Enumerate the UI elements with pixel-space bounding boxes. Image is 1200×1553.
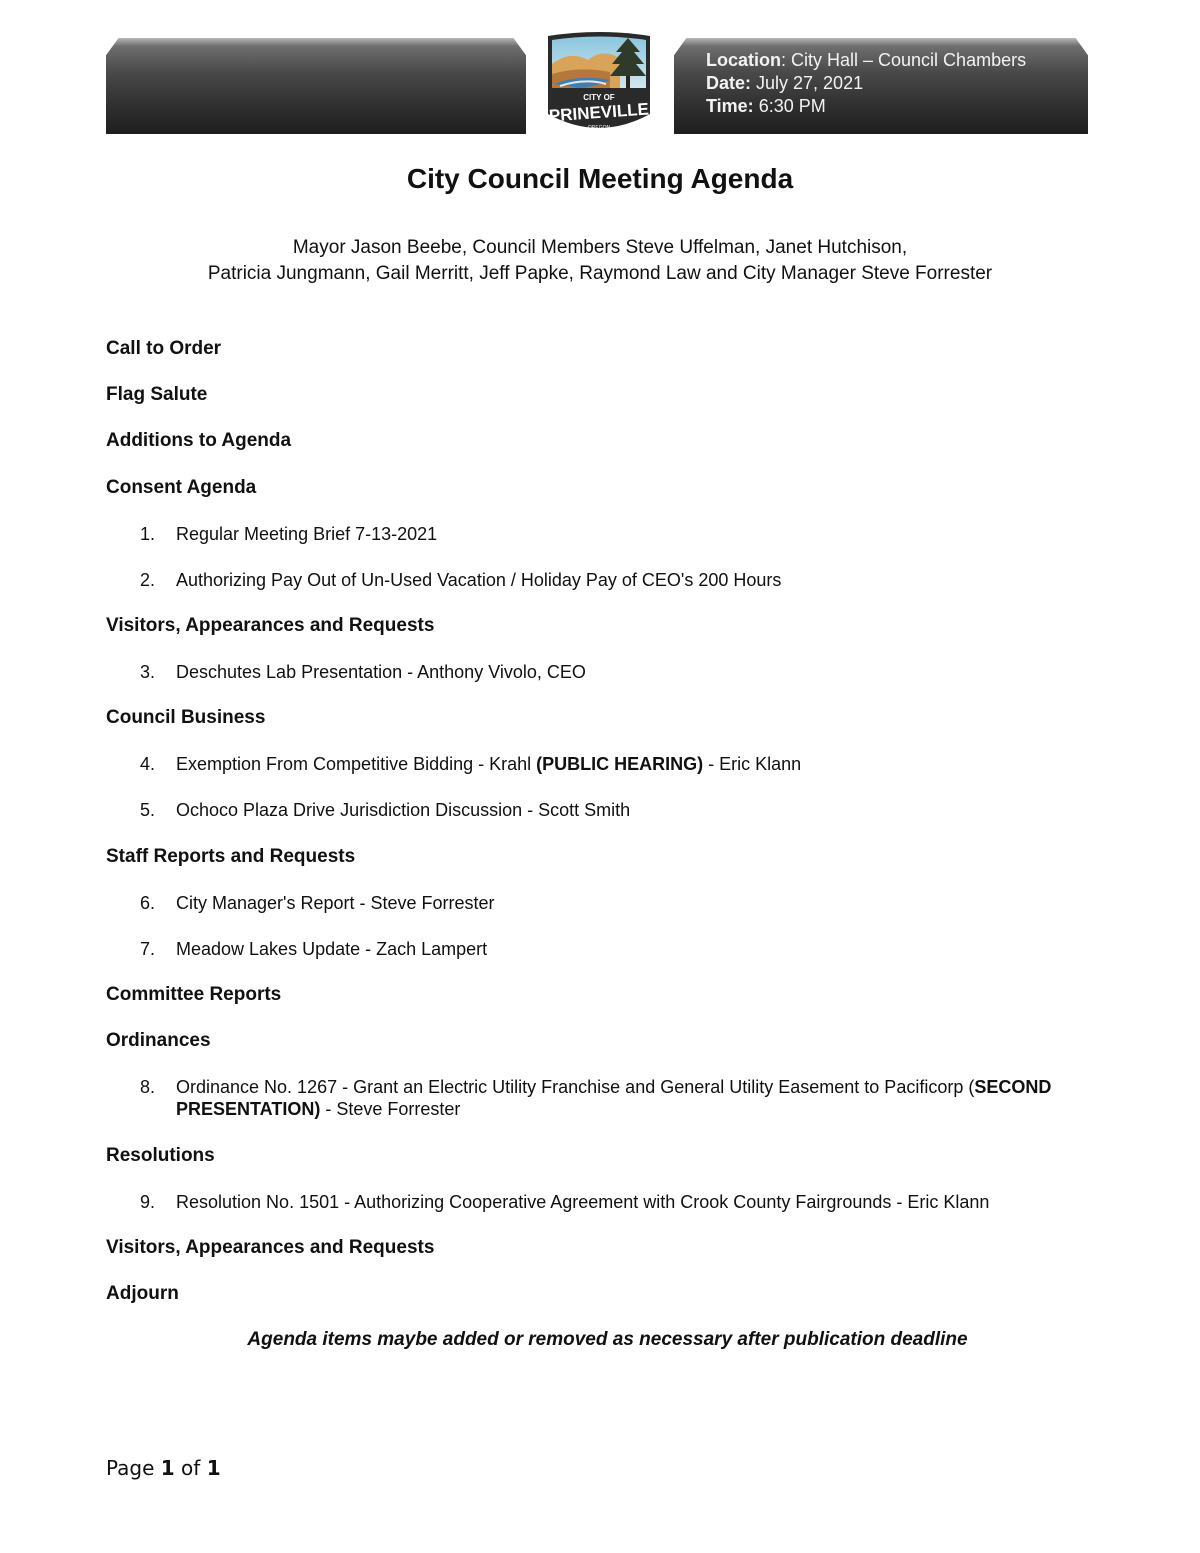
heading-call-to-order: Call to Order	[106, 338, 222, 359]
members-line-2: Patricia Jungmann, Gail Merritt, Jeff Papke, Raymond Law and City Manager Steve Forrester	[207, 263, 993, 284]
city-logo	[540, 30, 658, 140]
item-text-part: - Eric Klann	[703, 754, 802, 774]
agenda-item	[140, 523, 1080, 545]
heading-ordinances: Ordinances	[106, 1030, 211, 1051]
date-label: Date:	[706, 73, 752, 93]
agenda-item	[140, 753, 1080, 775]
meeting-info	[706, 49, 1026, 118]
item-emphasis: SECOND PRESENTATION)	[176, 1077, 1052, 1119]
heading-council-business: Council Business	[106, 707, 266, 728]
heading-visitors-2: Visitors, Appearances and Requests	[106, 1237, 435, 1258]
page-number	[106, 1456, 221, 1480]
item-number: 2.	[140, 570, 156, 590]
item-text	[176, 753, 1080, 775]
item-number: 3.	[140, 662, 156, 682]
council-members	[0, 235, 1200, 287]
agenda-item	[140, 892, 1080, 914]
agenda-item	[140, 569, 1080, 591]
heading-additions: Additions to Agenda	[106, 430, 292, 451]
item-number: 4.	[140, 754, 156, 774]
item-text	[176, 1076, 1080, 1120]
heading-staff-reports: Staff Reports and Requests	[106, 846, 356, 867]
item-number: 8.	[140, 1077, 156, 1097]
page-word: Page	[106, 1456, 161, 1480]
item-text: Deschutes Lab Presentation - Anthony Vivolo, CEO	[176, 662, 586, 682]
heading-committee-reports: Committee Reports	[106, 984, 282, 1005]
item-text: Ochoco Plaza Drive Jurisdiction Discussion - Scott Smith	[176, 800, 631, 820]
logo-text-prineville: PRINEVILLE	[548, 99, 650, 126]
item-text: Regular Meeting Brief 7-13-2021	[176, 524, 438, 544]
agenda-item	[140, 1191, 1080, 1213]
heading-adjourn: Adjourn	[106, 1283, 179, 1304]
page-title: City Council Meeting Agenda	[406, 163, 794, 194]
item-number: 6.	[140, 893, 156, 913]
item-text: City Manager's Report - Steve Forrester	[176, 893, 495, 913]
agenda-item	[140, 661, 1080, 683]
logo-text-oregon: OREGON	[587, 125, 611, 131]
location-label: Location	[706, 50, 781, 70]
item-emphasis: (PUBLIC HEARING)	[536, 754, 704, 774]
time-label: Time:	[706, 96, 754, 116]
item-number: 5.	[140, 800, 156, 820]
page-current: 1	[160, 1456, 175, 1480]
heading-visitors: Visitors, Appearances and Requests	[106, 615, 435, 636]
banner-gloss	[674, 38, 1088, 46]
header-banner-left	[106, 38, 526, 134]
location-value: : City Hall – Council Chambers	[781, 50, 1027, 70]
item-number: 1.	[140, 524, 156, 544]
date-line	[706, 72, 1026, 95]
item-text: Resolution No. 1501 - Authorizing Cooperative Agreement with Crook County Fairgrounds - Eric Klann	[176, 1192, 990, 1212]
publication-note: Agenda items maybe added or removed as necessary after publication deadline	[247, 1329, 968, 1350]
agenda-item	[140, 1076, 1080, 1120]
date-value: July 27, 2021	[751, 73, 864, 93]
item-number: 7.	[140, 939, 156, 959]
item-text-part: - Steve Forrester	[320, 1099, 461, 1119]
item-number: 9.	[140, 1192, 156, 1212]
of-word: of	[174, 1456, 207, 1480]
item-text-part: Exemption From Competitive Bidding - Krahl	[176, 754, 537, 774]
heading-flag-salute: Flag Salute	[106, 384, 208, 405]
banner-gloss	[106, 38, 526, 46]
time-line	[706, 95, 1026, 118]
agenda-item	[140, 799, 1080, 821]
location-line	[706, 49, 1026, 72]
time-value: 6:30 PM	[753, 96, 826, 116]
agenda-item	[140, 938, 1080, 960]
item-text-part: Ordinance No. 1267 - Grant an Electric Utility Franchise and General Utility Easement to Pacificorp (	[176, 1077, 975, 1097]
item-text: Authorizing Pay Out of Un-Used Vacation / Holiday Pay of CEO's 200 Hours	[176, 570, 782, 590]
item-text: Meadow Lakes Update - Zach Lampert	[176, 939, 488, 959]
heading-resolutions: Resolutions	[106, 1145, 215, 1166]
logo-text-city: CITY OF	[583, 93, 615, 102]
heading-consent-agenda: Consent Agenda	[106, 477, 257, 498]
page-total: 1	[206, 1456, 221, 1480]
members-line-1: Mayor Jason Beebe, Council Members Steve Uffelman, Janet Hutchison,	[292, 237, 908, 258]
